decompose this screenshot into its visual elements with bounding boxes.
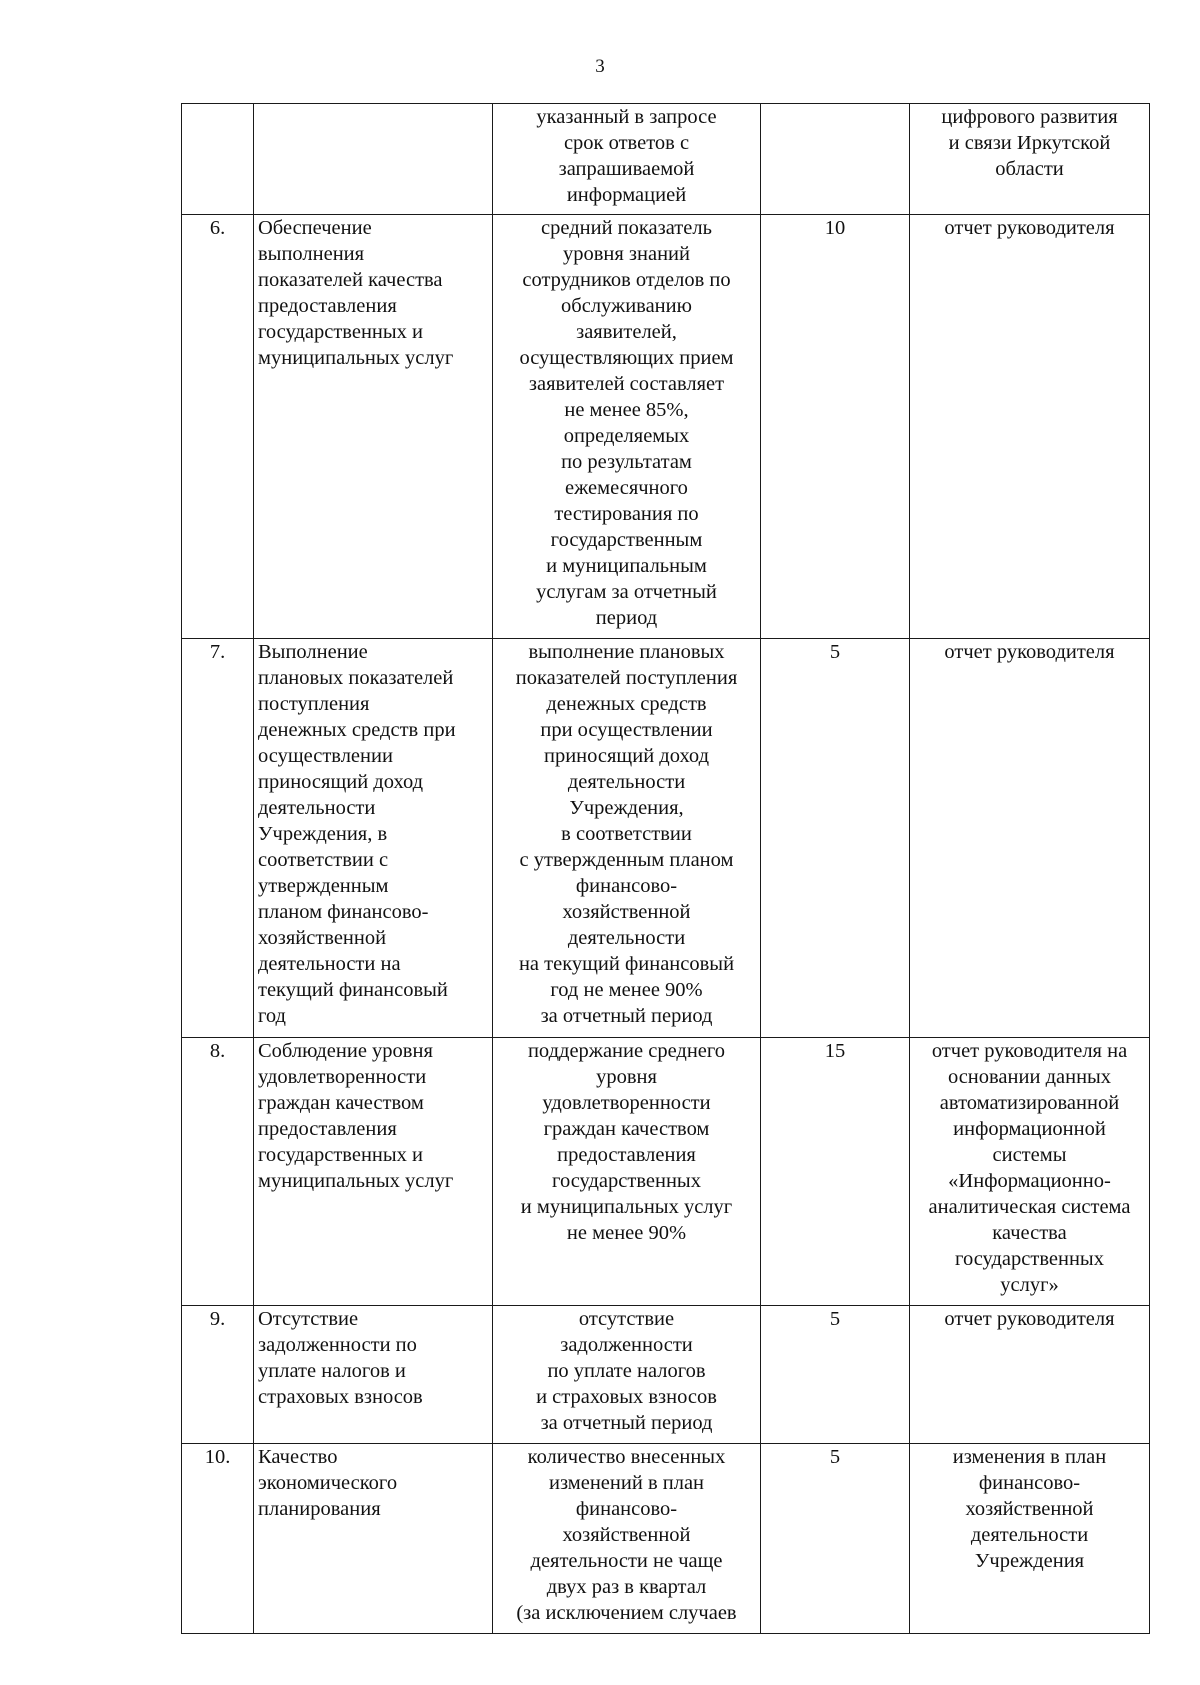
indicator-score: 15 (761, 1038, 910, 1306)
indicator-criterion: поддержание среднего уровня удовлетворенности граждан качеством предоставления государственных и муниципальных услуг не менее 90% (493, 1038, 761, 1306)
table-row (182, 1306, 1150, 1444)
indicator-name: Выполнение плановых показателей поступления денежных средств при осуществлении приносящий доход деятельности Учреждения, в соответствии с утвержденным планом финансово- хозяйственной деятельности на текущий финансовый год (254, 639, 493, 1038)
indicator-source: отчет руководителя (910, 215, 1150, 639)
row-number (182, 104, 254, 215)
indicator-criterion: средний показатель уровня знаний сотрудников отделов по обслуживанию заявителей, осуществляющих прием заявителей составляет не менее 85%, определяемых по результатам ежемесячного тестирования по государственным и муниципальным услугам за отчетный период (493, 215, 761, 639)
table-row (182, 1444, 1150, 1634)
table-row (182, 639, 1150, 1038)
row-number: 6. (182, 215, 254, 639)
indicator-name: Обеспечение выполнения показателей качества предоставления государственных и муниципальных услуг (254, 215, 493, 639)
indicator-source: отчет руководителя на основании данных автоматизированной информационной системы «Информационно- аналитическая система качества государственных услуг» (910, 1038, 1150, 1306)
indicator-score: 5 (761, 639, 910, 1038)
performance-indicators-table (181, 103, 1150, 1634)
indicator-criterion: отсутствие задолженности по уплате налогов и страховых взносов за отчетный период (493, 1306, 761, 1444)
indicator-name: Отсутствие задолженности по уплате налогов и страховых взносов (254, 1306, 493, 1444)
row-number: 8. (182, 1038, 254, 1306)
row-number: 7. (182, 639, 254, 1038)
table-row (182, 215, 1150, 639)
row-number: 9. (182, 1306, 254, 1444)
indicator-source: изменения в план финансово- хозяйственной деятельности Учреждения (910, 1444, 1150, 1634)
indicator-criterion: выполнение плановых показателей поступления денежных средств при осуществлении приносящий доход деятельности Учреждения, в соответствии с утвержденным планом финансово- хозяйственной деятельности на текущий финансовый год не менее 90% за отчетный период (493, 639, 761, 1038)
page-number: 3 (595, 56, 605, 77)
indicator-criterion: количество внесенных изменений в план финансово- хозяйственной деятельности не чаще двух раз в квартал (за исключением случаев (493, 1444, 761, 1634)
indicator-source: цифрового развития и связи Иркутской области (910, 104, 1150, 215)
indicator-score: 10 (761, 215, 910, 639)
table-row (182, 104, 1150, 215)
indicator-score: 5 (761, 1444, 910, 1634)
indicator-name (254, 104, 493, 215)
indicator-criterion: указанный в запросе срок ответов с запрашиваемой информацией (493, 104, 761, 215)
indicator-name: Соблюдение уровня удовлетворенности граждан качеством предоставления государственных и муниципальных услуг (254, 1038, 493, 1306)
table-row (182, 1038, 1150, 1306)
indicator-source: отчет руководителя (910, 1306, 1150, 1444)
indicator-score: 5 (761, 1306, 910, 1444)
row-number: 10. (182, 1444, 254, 1634)
indicator-source: отчет руководителя (910, 639, 1150, 1038)
indicator-score (761, 104, 910, 215)
indicator-name: Качество экономического планирования (254, 1444, 493, 1634)
